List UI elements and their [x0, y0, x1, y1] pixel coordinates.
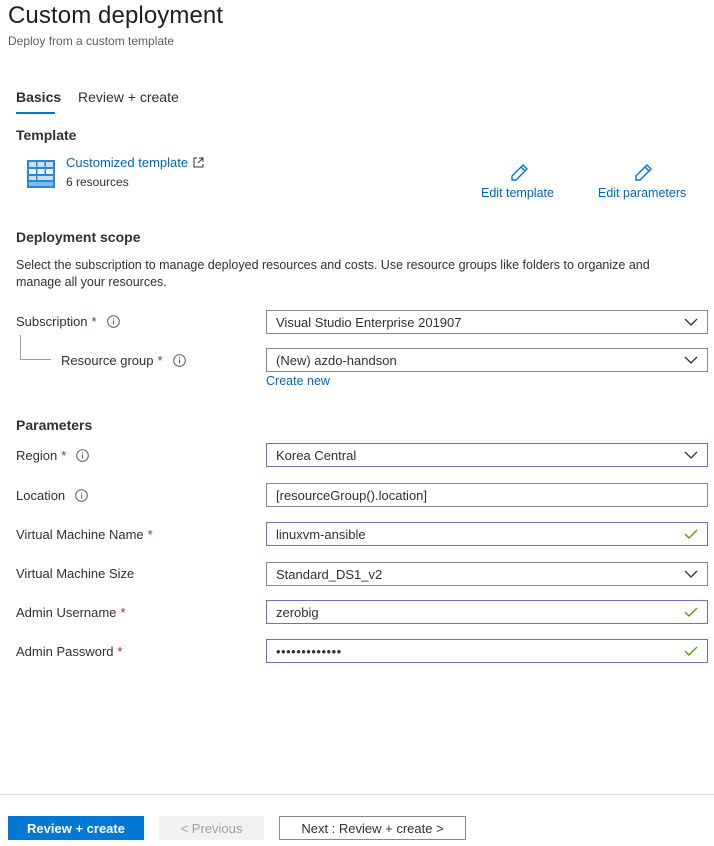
- template-icon: [27, 160, 55, 188]
- info-icon[interactable]: [173, 354, 186, 367]
- customized-template-link[interactable]: Customized template: [66, 155, 189, 170]
- required-marker: *: [61, 448, 67, 463]
- vm-name-input[interactable]: [266, 522, 708, 546]
- create-new-link[interactable]: Create new: [266, 374, 330, 388]
- required-marker: *: [117, 644, 123, 659]
- subscription-dropdown[interactable]: [266, 310, 708, 334]
- vm-size-value: Standard_DS1_v2: [276, 566, 383, 582]
- vm-name-label: [16, 527, 153, 542]
- scope-description-line-2: manage all your resources.: [16, 275, 167, 289]
- region-dropdown[interactable]: [266, 443, 708, 467]
- required-marker: *: [120, 605, 126, 620]
- region-label-text: Region: [16, 448, 58, 463]
- page-title: Custom deployment: [8, 2, 224, 29]
- vm-size-label-text: Virtual Machine Size: [16, 566, 135, 581]
- admin-password-label-text: Admin Password: [16, 644, 114, 659]
- resource-group-label-text: Resource group: [61, 353, 154, 368]
- vm-size-dropdown[interactable]: [266, 562, 708, 586]
- chevron-down-icon: [684, 318, 698, 326]
- scope-description: [16, 257, 706, 291]
- required-marker: *: [147, 527, 153, 542]
- edit-template-link[interactable]: Edit template: [481, 186, 554, 200]
- admin-password-label: [16, 644, 123, 659]
- location-label-text: Location: [16, 488, 66, 503]
- parameters-section-title: Parameters: [16, 417, 93, 433]
- tab-basics[interactable]: Basics: [16, 89, 62, 105]
- tree-connector-vertical: [20, 335, 21, 359]
- previous-button[interactable]: < Previous: [159, 816, 264, 840]
- template-section-title: Template: [16, 127, 77, 143]
- edit-parameters-pencil-icon[interactable]: [633, 163, 653, 186]
- required-marker: *: [91, 314, 97, 329]
- resource-group-label: [61, 353, 186, 368]
- location-label: [16, 488, 88, 503]
- subscription-label: [16, 314, 120, 329]
- footer-divider: [0, 794, 714, 795]
- resource-group-dropdown[interactable]: [266, 348, 708, 372]
- info-icon[interactable]: [107, 315, 120, 328]
- admin-password-input[interactable]: [266, 639, 708, 663]
- external-link-icon: [193, 157, 204, 168]
- resource-group-value: (New) azdo-handson: [276, 352, 397, 368]
- tab-review-create[interactable]: Review + create: [78, 89, 179, 105]
- vm-name-label-text: Virtual Machine Name: [16, 527, 144, 542]
- vm-name-value: linuxvm-ansible: [276, 526, 366, 542]
- required-marker: *: [157, 353, 163, 368]
- subscription-label-text: Subscription: [16, 314, 88, 329]
- page-subtitle: Deploy from a custom template: [8, 34, 175, 48]
- tree-connector-horizontal: [20, 359, 51, 360]
- admin-username-value: zerobig: [276, 604, 319, 620]
- location-value: [resourceGroup().location]: [276, 487, 428, 503]
- subscription-value: Visual Studio Enterprise 201907: [276, 314, 462, 330]
- checkmark-icon: [684, 529, 698, 539]
- chevron-down-icon: [684, 451, 698, 459]
- scope-description-line-1: Select the subscription to manage deployed resources and costs. Use resource groups like folders to organize and: [16, 258, 650, 272]
- template-resource-count: 6 resources: [66, 175, 129, 189]
- template-link-row[interactable]: [66, 155, 204, 170]
- admin-username-input[interactable]: [266, 600, 708, 624]
- next-review-create-button[interactable]: Next : Review + create >: [279, 816, 466, 840]
- info-icon[interactable]: [76, 449, 89, 462]
- admin-password-value: •••••••••••••: [276, 643, 342, 659]
- review-create-button[interactable]: Review + create: [8, 816, 144, 840]
- edit-template-pencil-icon[interactable]: [509, 163, 529, 186]
- active-tab-indicator: [16, 112, 55, 114]
- admin-username-label: [16, 605, 126, 620]
- checkmark-icon: [684, 646, 698, 656]
- admin-username-label-text: Admin Username: [16, 605, 117, 620]
- location-input[interactable]: [266, 483, 708, 507]
- deployment-scope-title: Deployment scope: [16, 229, 141, 245]
- edit-parameters-link[interactable]: Edit parameters: [598, 186, 687, 200]
- chevron-down-icon: [684, 356, 698, 364]
- chevron-down-icon: [684, 570, 698, 578]
- checkmark-icon: [684, 607, 698, 617]
- region-value: Korea Central: [276, 447, 357, 463]
- vm-size-label: [16, 566, 134, 581]
- region-label: [16, 448, 89, 463]
- info-icon[interactable]: [75, 489, 88, 502]
